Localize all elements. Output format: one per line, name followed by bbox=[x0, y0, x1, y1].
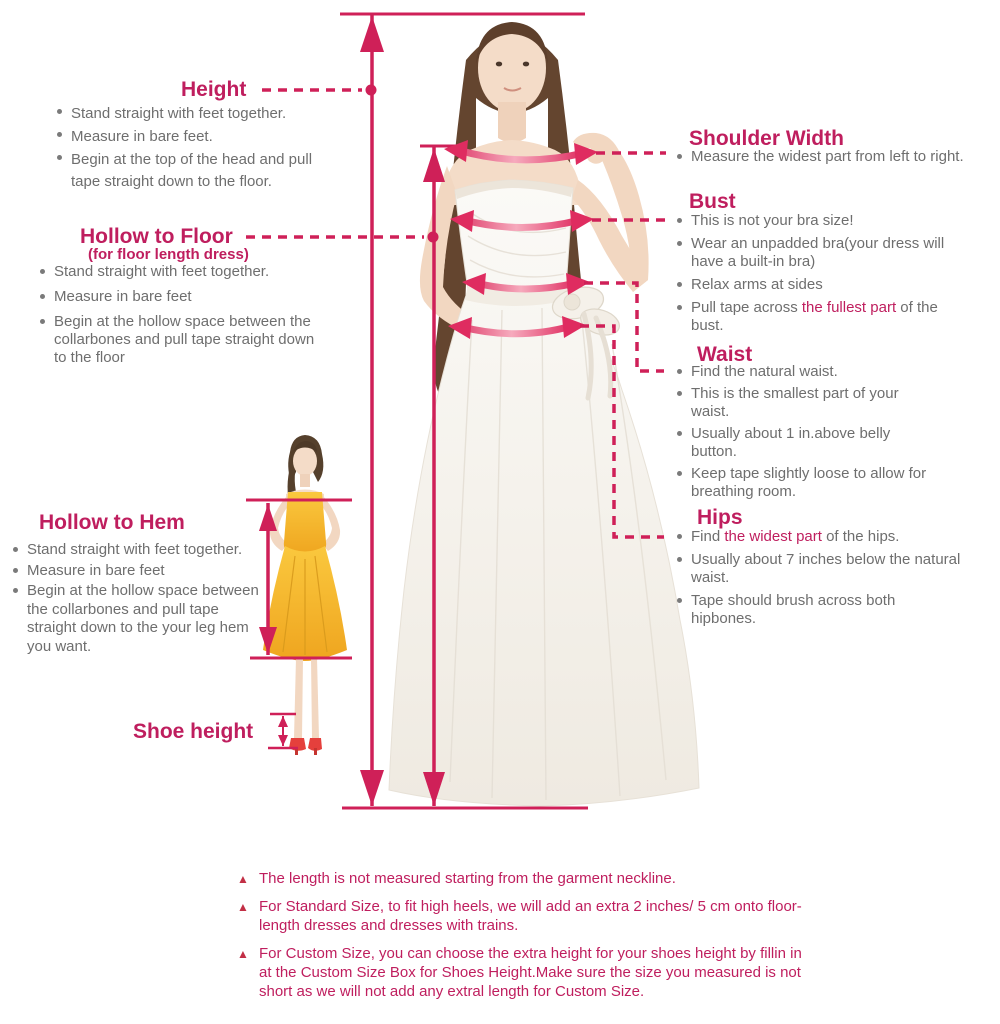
list-item bbox=[8, 582, 260, 656]
list-item bbox=[672, 465, 937, 501]
bust-title: Bust bbox=[689, 190, 736, 213]
note-text: The length is not measured starting from the garment neckline. bbox=[259, 870, 676, 887]
highlighted-text: the fullest part bbox=[801, 299, 897, 316]
list-item-text: Begin at the hollow space between the collarbones and pull tape straight down to the floor bbox=[54, 313, 315, 366]
highlighted-text: the widest part bbox=[724, 528, 822, 545]
list-item bbox=[672, 528, 962, 547]
note-text: For Custom Size, you can choose the extra height for your shoes height by fillin in at the Custom Size Box for Shoes Height.Make sure the size you measured is not short as we will not add any extral length for Custom Size. bbox=[259, 945, 802, 1000]
list-item bbox=[8, 541, 260, 560]
list-item-text: Begin at the hollow space between the collarbones and pull tape straight down to the your leg hem you want. bbox=[27, 582, 259, 655]
list-item bbox=[8, 562, 260, 581]
list-item-text: Measure the widest part from left to right. bbox=[691, 148, 964, 165]
list-item bbox=[35, 313, 320, 367]
list-item-text: Find the natural waist. bbox=[691, 363, 838, 380]
list-item-text: of the bust. bbox=[691, 299, 938, 334]
list-item bbox=[35, 263, 320, 281]
list-item-text: Usually about 1 in.above belly button. bbox=[691, 425, 891, 460]
hollow-to-floor-instructions bbox=[35, 263, 320, 374]
list-item bbox=[52, 126, 317, 148]
yellow-dress-bodice bbox=[284, 492, 326, 556]
waist-title: Waist bbox=[697, 343, 753, 366]
list-item-text: Find bbox=[691, 528, 725, 545]
list-item bbox=[672, 385, 937, 421]
shoulder-width-instructions bbox=[672, 148, 992, 171]
list-item-text: Wear an unpadded bra(your dress will have a built-in bra) bbox=[691, 235, 945, 270]
red-shoes bbox=[289, 738, 322, 755]
warning-triangle-icon: ▲ bbox=[237, 947, 249, 961]
list-item-text: Measure in bare feet. bbox=[71, 128, 213, 145]
height-title: Height bbox=[181, 78, 247, 101]
hollow-to-hem-title: Hollow to Hem bbox=[39, 511, 185, 534]
list-item bbox=[672, 425, 937, 461]
list-item-text: Stand straight with feet together. bbox=[71, 105, 287, 122]
list-item bbox=[672, 235, 952, 271]
hips-title: Hips bbox=[697, 506, 743, 529]
list-item-text: Begin at the top of the head and pull tape straight down to the floor. bbox=[71, 151, 313, 190]
warning-triangle-icon: ▲ bbox=[237, 900, 249, 914]
list-item bbox=[672, 299, 952, 335]
list-item bbox=[52, 149, 317, 193]
hollow-to-hem-instructions bbox=[8, 541, 260, 658]
warning-note bbox=[237, 897, 817, 935]
list-item bbox=[672, 363, 937, 381]
list-item-text: Pull tape across bbox=[691, 299, 802, 316]
list-item-text: Relax arms at sides bbox=[691, 276, 823, 293]
list-item-text: Stand straight with feet together. bbox=[54, 263, 270, 280]
list-item bbox=[52, 103, 317, 125]
hollow-to-floor-title: Hollow to Floor bbox=[80, 225, 233, 248]
list-item-text: This is the smallest part of your waist. bbox=[691, 385, 899, 420]
list-item bbox=[672, 148, 992, 166]
bust-instructions bbox=[672, 212, 952, 340]
list-item bbox=[672, 551, 962, 588]
footer-notes bbox=[237, 869, 817, 1010]
list-item bbox=[672, 276, 952, 294]
list-item-text: Tape should brush across both hipbones. bbox=[691, 591, 896, 627]
small-model-head bbox=[293, 446, 317, 476]
list-item bbox=[672, 212, 952, 230]
list-item-text: Stand straight with feet together. bbox=[27, 541, 243, 558]
shoe-height-title: Shoe height bbox=[133, 720, 254, 743]
list-item-text: This is not your bra size! bbox=[691, 212, 854, 229]
small-model-leg bbox=[294, 658, 303, 738]
hips-instructions bbox=[672, 528, 962, 633]
small-model-figure bbox=[263, 435, 347, 755]
list-item-text: Usually about 7 inches below the natural waist. bbox=[691, 550, 961, 586]
list-item-text: Keep tape slightly loose to allow for breathing room. bbox=[691, 465, 927, 500]
list-item-text: Measure in bare feet bbox=[27, 561, 165, 579]
list-item-text: Measure in bare feet bbox=[54, 288, 192, 305]
hollow-to-floor-subtitle: (for floor length dress) bbox=[88, 246, 249, 263]
shoulder-width-title: Shoulder Width bbox=[689, 127, 844, 150]
list-item-text: of the hips. bbox=[821, 528, 900, 545]
list-item bbox=[672, 592, 962, 629]
warning-note bbox=[237, 944, 817, 1001]
note-text: For Standard Size, to fit high heels, we will add an extra 2 inches/ 5 cm onto floor-length dresses and dresses with trains. bbox=[259, 898, 802, 934]
warning-note bbox=[237, 869, 817, 888]
list-item bbox=[35, 288, 320, 306]
small-model-leg bbox=[311, 658, 319, 738]
waist-instructions bbox=[672, 363, 937, 505]
height-instructions bbox=[52, 103, 317, 194]
warning-triangle-icon: ▲ bbox=[237, 872, 249, 886]
neck bbox=[498, 102, 526, 143]
